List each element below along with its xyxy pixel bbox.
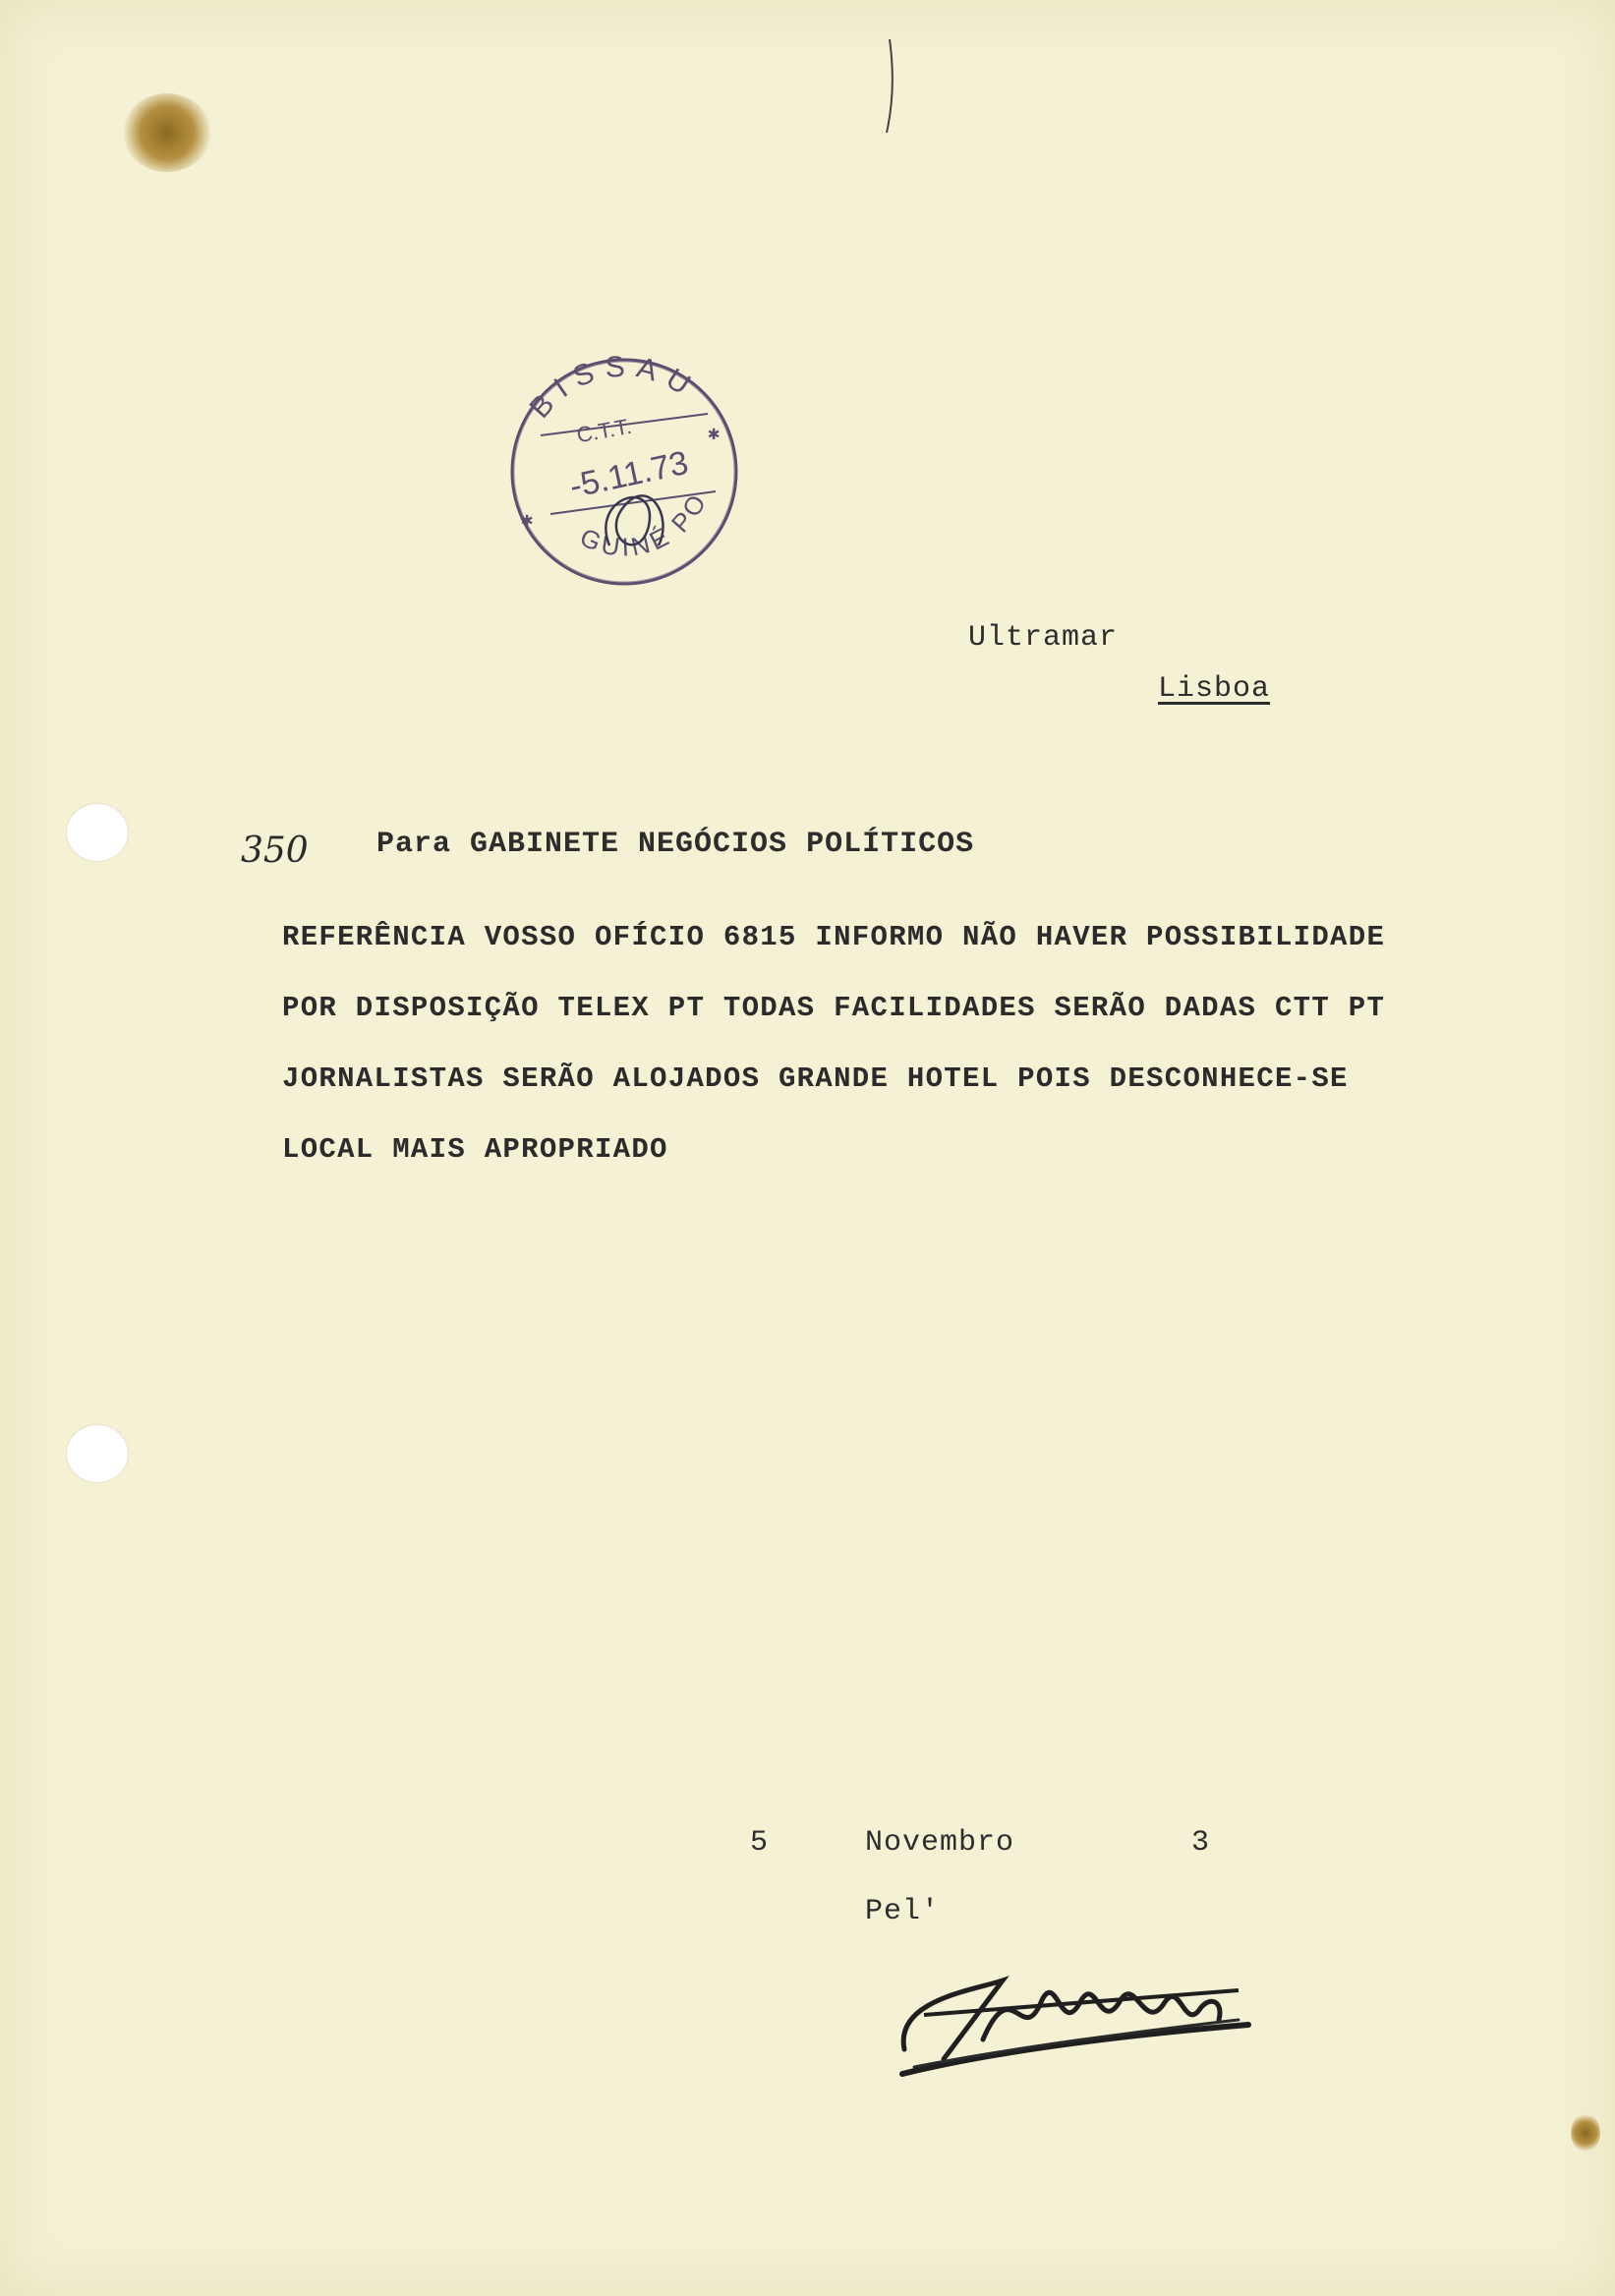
signed-by: Pel'	[865, 1895, 941, 1928]
stamp-town: BISSAU	[523, 350, 705, 425]
message-body	[282, 902, 1481, 1185]
stamp-office: C.T.T.	[574, 413, 634, 448]
stamp-country: GUINÉ PORT.	[490, 325, 714, 563]
stamp-date: -5.11.73	[566, 443, 692, 506]
footer-month: Novembro	[865, 1826, 1015, 1860]
addressee-line: Para GABINETE NEGÓCIOS POLÍTICOS	[376, 828, 975, 861]
stamp-star-icon: ✱	[708, 424, 721, 446]
handwritten-signature	[885, 1941, 1268, 2089]
header-line1: Ultramar	[968, 621, 1119, 655]
footer-day: 5	[750, 1826, 770, 1860]
body-line: POR DISPOSIÇÃO TELEX PT TODAS FACILIDADES SERÃO DADAS CTT PT	[282, 992, 1386, 1024]
header-line2: Lisboa	[1158, 672, 1271, 706]
postmark-stamp	[490, 325, 747, 595]
stamp-star-icon: ✱	[521, 510, 534, 533]
body-line: REFERÊNCIA VOSSO OFÍCIO 6815 INFORMO NÃO HAVER POSSIBILIDADE	[282, 921, 1386, 953]
body-line: LOCAL MAIS APROPRIADO	[282, 1133, 668, 1166]
handwritten-number: 350	[241, 831, 309, 871]
body-line: JORNALISTAS SERÃO ALOJADOS GRANDE HOTEL POIS DESCONHECE-SE	[282, 1062, 1349, 1095]
footer-year: 3	[1191, 1826, 1211, 1860]
